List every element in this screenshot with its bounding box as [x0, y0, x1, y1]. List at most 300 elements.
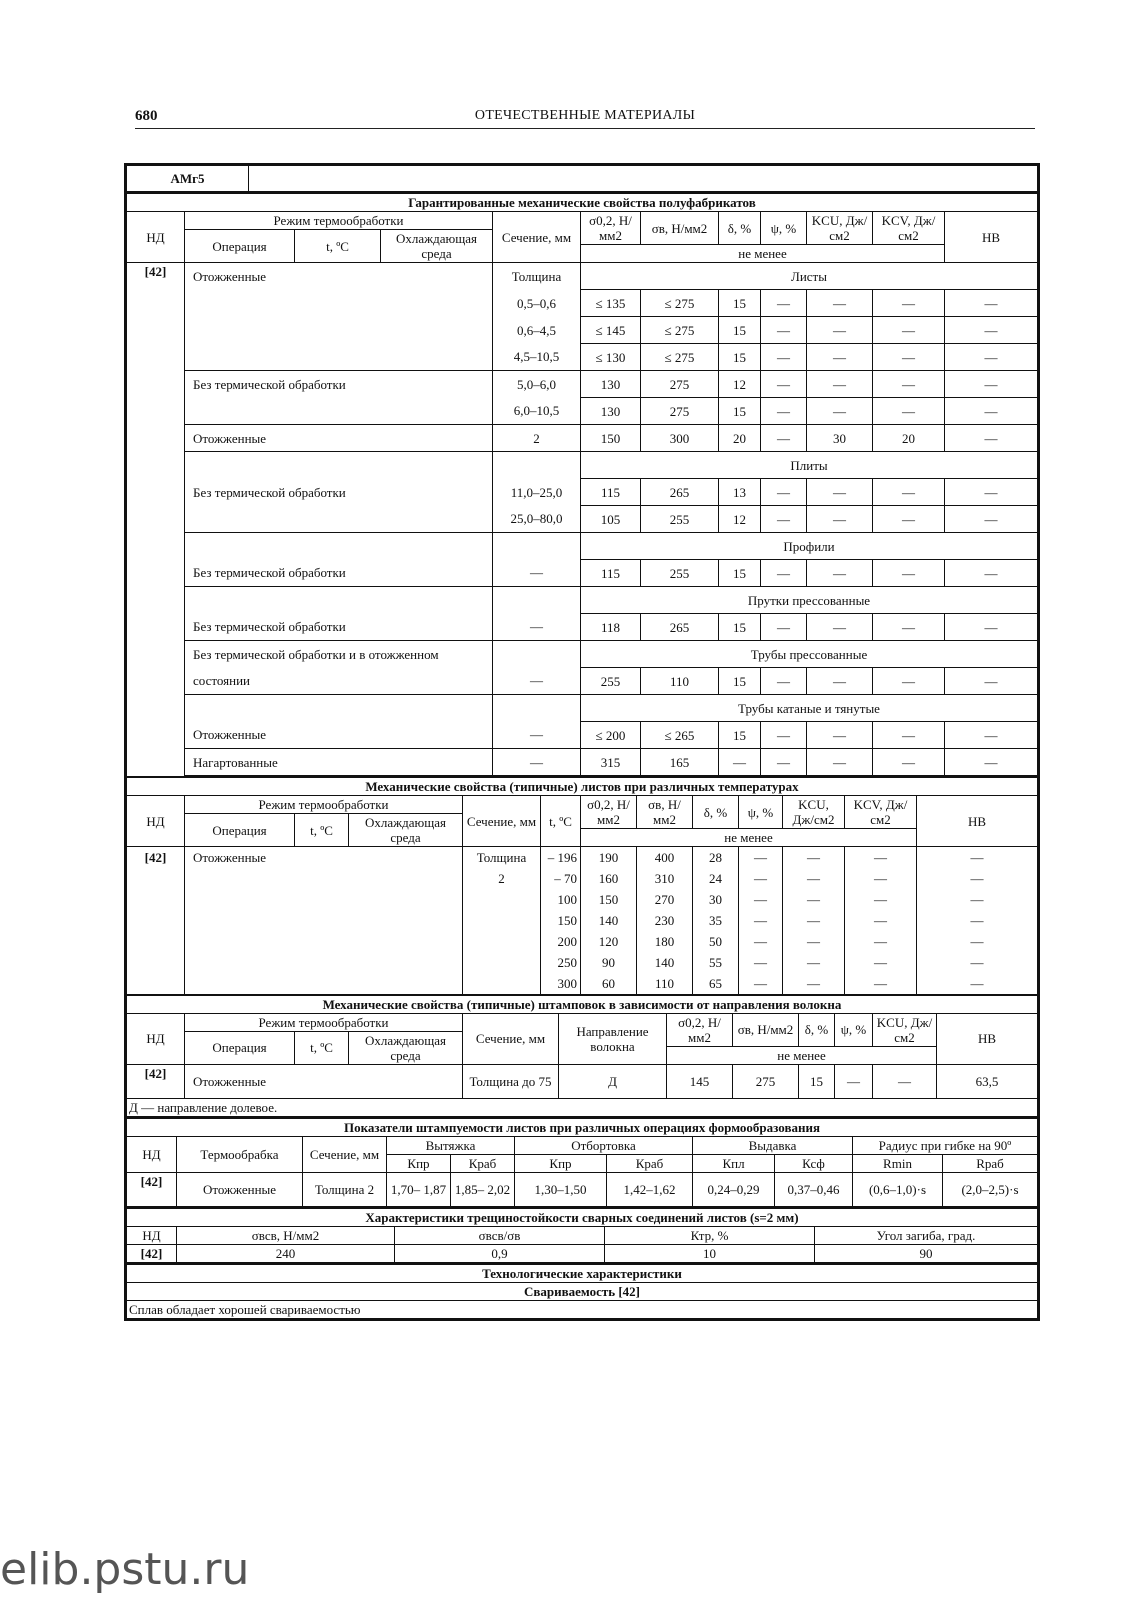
product-group: Прутки прессованные: [581, 587, 1038, 614]
operation: Нагартованные: [185, 749, 493, 776]
value: —: [845, 847, 917, 868]
section: [463, 889, 541, 910]
value: 15: [799, 1064, 835, 1098]
value: —: [739, 931, 783, 952]
operation: состоянии: [185, 668, 493, 695]
sub-header: Кпр: [387, 1154, 451, 1172]
temperature: 250: [541, 952, 581, 973]
section: [493, 533, 581, 560]
value: ≤ 200: [581, 722, 641, 749]
table-row: [127, 290, 1038, 317]
ref: [127, 371, 185, 398]
value: —: [945, 506, 1038, 533]
value: —: [873, 560, 945, 587]
value: ≤ 275: [641, 290, 719, 317]
value: 275: [641, 398, 719, 425]
value: —: [873, 317, 945, 344]
value: —: [873, 506, 945, 533]
section: [463, 952, 541, 973]
col-operation: Операция: [185, 230, 295, 263]
value: 63,5: [937, 1064, 1038, 1098]
col-operation: Операция: [185, 814, 295, 847]
table-row: [127, 263, 1038, 290]
operation: [185, 910, 463, 931]
value: —: [761, 749, 807, 776]
col-cooling: Охлаждающая среда: [349, 814, 463, 847]
value: —: [945, 722, 1038, 749]
heat-treatment: Отожженные: [177, 1172, 303, 1206]
sub-header: Rраб: [943, 1154, 1038, 1172]
value: 275: [733, 1064, 799, 1098]
value: —: [761, 722, 807, 749]
ref: [127, 587, 185, 614]
ref: [127, 317, 185, 344]
value: 310: [637, 868, 693, 889]
ref: [42]: [127, 847, 185, 868]
col-strength-ratio: σвсв/σв: [395, 1226, 605, 1244]
value: —: [917, 889, 1038, 910]
t2-title: Механические свойства (типичные) листов при различных температурах: [127, 777, 1038, 796]
value: 130: [581, 371, 641, 398]
section: Толщина: [493, 263, 581, 290]
value: —: [945, 344, 1038, 371]
col-mode: Режим термообработки: [185, 1013, 463, 1031]
value: —: [845, 973, 917, 994]
col-heat-treatment: Термообрабка: [177, 1136, 303, 1172]
t4-title: Показатели штампуемости листов при различных операциях формообразования: [127, 1118, 1038, 1137]
section: 0,5–0,6: [493, 290, 581, 317]
col-stretching: Выдавка: [693, 1136, 853, 1154]
value: —: [945, 479, 1038, 506]
t3-title: Механические свойства (типичные) штамповок в зависимости от направления волокна: [127, 995, 1038, 1014]
operation: [185, 506, 493, 533]
col-hb: HB: [917, 796, 1038, 847]
ref: [127, 910, 185, 931]
operation: Без термической обработки: [185, 479, 493, 506]
section: 2: [463, 868, 541, 889]
value: —: [917, 952, 1038, 973]
value: —: [873, 614, 945, 641]
value: —: [845, 868, 917, 889]
col-kcu: KCU, Дж/см2: [783, 796, 845, 829]
value: —: [761, 425, 807, 452]
value: —: [783, 952, 845, 973]
col-kcv: KCV, Дж/см2: [845, 796, 917, 829]
value: ≤ 275: [641, 317, 719, 344]
value: —: [917, 847, 1038, 868]
product-group: Профили: [581, 533, 1038, 560]
section: [463, 973, 541, 994]
value: —: [719, 749, 761, 776]
value: —: [761, 317, 807, 344]
col-kcu: KCU, Дж/см2: [873, 1013, 937, 1046]
col-nd: НД: [127, 796, 185, 847]
table-row: [127, 889, 1038, 910]
t1-title: Гарантированные механические свойства полуфабрикатов: [127, 193, 1038, 212]
value: —: [761, 344, 807, 371]
col-sv: σв, Н/мм2: [641, 212, 719, 245]
value: —: [873, 749, 945, 776]
value: ≤ 130: [581, 344, 641, 371]
stamping-properties-table: [126, 994, 1038, 1117]
value: —: [917, 973, 1038, 994]
value: —: [873, 371, 945, 398]
value: 275: [641, 371, 719, 398]
col-bend-radius: Радиус при гибке на 90º: [853, 1136, 1038, 1154]
col-nd: НД: [127, 1013, 185, 1064]
value: —: [783, 868, 845, 889]
value: 140: [637, 952, 693, 973]
operation: Отожженные: [185, 425, 493, 452]
col-bend-angle: Угол загиба, град.: [815, 1226, 1038, 1244]
table-row: [127, 425, 1038, 452]
value: 65: [693, 973, 739, 994]
col-temp: t, ºC: [295, 1031, 349, 1064]
temperature: 200: [541, 931, 581, 952]
ref: [127, 722, 185, 749]
section: Толщина: [463, 847, 541, 868]
value: —: [739, 952, 783, 973]
value: 1,30–1,50: [515, 1172, 607, 1206]
sub-header: Кпр: [515, 1154, 607, 1172]
running-header: [135, 106, 1035, 129]
value: 115: [581, 560, 641, 587]
table-row: [127, 344, 1038, 371]
value: 35: [693, 910, 739, 931]
col-nd: НД: [127, 1226, 177, 1244]
table-row: [127, 533, 1038, 560]
product-group: Трубы катаные и тянутые: [581, 695, 1038, 722]
sub-header: Краб: [607, 1154, 693, 1172]
ref: [127, 931, 185, 952]
table-row: [127, 587, 1038, 614]
ref: [127, 560, 185, 587]
value: 60: [581, 973, 637, 994]
section: [463, 910, 541, 931]
section: [493, 695, 581, 722]
temperature: 100: [541, 889, 581, 910]
product-group: Листы: [581, 263, 1038, 290]
operation: Без термической обработки: [185, 371, 493, 398]
table-row: [127, 668, 1038, 695]
table-row: [127, 722, 1038, 749]
operation: [185, 317, 493, 344]
value: —: [761, 479, 807, 506]
col-kcv: KCV, Дж/см2: [873, 212, 945, 245]
section: Толщина до 75: [463, 1064, 559, 1098]
value: —: [835, 1064, 873, 1098]
page-number: 680: [135, 108, 158, 124]
ref: [127, 749, 185, 776]
value: —: [739, 973, 783, 994]
operation: [185, 290, 493, 317]
value: 118: [581, 614, 641, 641]
value: —: [761, 668, 807, 695]
running-title: ОТЕЧЕСТВЕННЫЕ МАТЕРИАЛЫ: [474, 108, 696, 123]
ref: [127, 425, 185, 452]
col-nd: НД: [127, 212, 185, 263]
value: ≤ 145: [581, 317, 641, 344]
temperature-properties-table: [126, 776, 1038, 994]
value: 55: [693, 952, 739, 973]
value: —: [945, 560, 1038, 587]
value: —: [739, 889, 783, 910]
value: 15: [719, 398, 761, 425]
t5-title: Характеристики трещиностойкости сварных соединений листов (s=2 мм): [127, 1208, 1038, 1227]
value: 90: [815, 1244, 1038, 1262]
technological-table: [126, 1263, 1038, 1319]
col-psi: ψ, %: [835, 1013, 873, 1046]
value: —: [945, 398, 1038, 425]
col-weld-strength: σвсв, Н/мм2: [177, 1226, 395, 1244]
col-section: Сечение, мм: [303, 1136, 387, 1172]
ref: [127, 952, 185, 973]
value: —: [761, 614, 807, 641]
value: —: [739, 868, 783, 889]
ref: [42]: [127, 1172, 177, 1206]
ref: [127, 398, 185, 425]
operation: Без термической обработки и в отожженном: [185, 641, 493, 668]
alloy-name: АМг5: [127, 166, 249, 192]
table-row: [127, 641, 1038, 668]
col-hb: HB: [937, 1013, 1038, 1064]
ref: [42]: [127, 1244, 177, 1262]
operation: Отожженные: [185, 1064, 463, 1098]
col-cooling: Охлаждающая среда: [381, 230, 493, 263]
direction: Д: [559, 1064, 667, 1098]
value: 15: [719, 614, 761, 641]
value: —: [845, 931, 917, 952]
value: 265: [641, 614, 719, 641]
value: 315: [581, 749, 641, 776]
col-s02: σ0,2, Н/мм2: [581, 796, 637, 829]
value: 15: [719, 668, 761, 695]
value: —: [917, 910, 1038, 931]
value: 140: [581, 910, 637, 931]
temperature: – 70: [541, 868, 581, 889]
value: —: [807, 614, 873, 641]
col-direction: Направление волокна: [559, 1013, 667, 1064]
alloy-header: [126, 165, 1038, 192]
operation: [185, 344, 493, 371]
value: 1,42–1,62: [607, 1172, 693, 1206]
value: 165: [641, 749, 719, 776]
table-row: [127, 479, 1038, 506]
col-sv: σв, Н/мм2: [637, 796, 693, 829]
value: 270: [637, 889, 693, 910]
value: 15: [719, 344, 761, 371]
value: —: [945, 614, 1038, 641]
value: —: [807, 479, 873, 506]
value: 15: [719, 560, 761, 587]
product-group: Трубы прессованные: [581, 641, 1038, 668]
operation: Отожженные: [185, 847, 463, 868]
value: —: [761, 371, 807, 398]
value: 150: [581, 425, 641, 452]
alloy-datasheet: [124, 163, 1040, 1321]
crack-resistance-table: [126, 1207, 1038, 1263]
value: 10: [605, 1244, 815, 1262]
value: —: [761, 560, 807, 587]
value: —: [807, 290, 873, 317]
value: —: [873, 479, 945, 506]
operation: [185, 695, 493, 722]
value: 400: [637, 847, 693, 868]
value: ≤ 265: [641, 722, 719, 749]
value: (0,6–1,0)·s: [853, 1172, 943, 1206]
col-temp: t, ºC: [295, 230, 381, 263]
col-delta: δ, %: [799, 1013, 835, 1046]
table-row: [127, 695, 1038, 722]
table-row: [127, 614, 1038, 641]
value: 0,24–0,29: [693, 1172, 775, 1206]
value: 265: [641, 479, 719, 506]
value: —: [739, 847, 783, 868]
value: —: [807, 317, 873, 344]
sub-header: Ксф: [775, 1154, 853, 1172]
guaranteed-properties-table: [126, 192, 1038, 776]
value: 105: [581, 506, 641, 533]
table-row: [127, 398, 1038, 425]
value: 15: [719, 317, 761, 344]
section: [493, 587, 581, 614]
ref: [127, 614, 185, 641]
value: 150: [581, 889, 637, 910]
value: 20: [719, 425, 761, 452]
value: 28: [693, 847, 739, 868]
operation: Без термической обработки: [185, 614, 493, 641]
col-operation: Операция: [185, 1031, 295, 1064]
ref: [42]: [127, 1064, 185, 1098]
value: 30: [807, 425, 873, 452]
col-delta: δ, %: [719, 212, 761, 245]
value: —: [761, 398, 807, 425]
value: —: [873, 290, 945, 317]
col-nd: НД: [127, 1136, 177, 1172]
section: [493, 641, 581, 668]
value: —: [807, 668, 873, 695]
value: 255: [641, 560, 719, 587]
col-ktr: Ктр, %: [605, 1226, 815, 1244]
value: —: [845, 910, 917, 931]
col-cooling: Охлаждающая среда: [349, 1031, 463, 1064]
value: —: [917, 868, 1038, 889]
temperature: – 196: [541, 847, 581, 868]
not-less-than: не менее: [581, 829, 917, 847]
value: ≤ 275: [641, 344, 719, 371]
ref: [127, 668, 185, 695]
ref: [127, 889, 185, 910]
col-section: Сечение, мм: [463, 796, 541, 847]
section: 6,0–10,5: [493, 398, 581, 425]
table-row: [127, 560, 1038, 587]
value: 230: [637, 910, 693, 931]
col-delta: δ, %: [693, 796, 739, 829]
section: [493, 452, 581, 479]
ref: [127, 641, 185, 668]
section: 11,0–25,0: [493, 479, 581, 506]
value: 160: [581, 868, 637, 889]
col-temp: t, ºC: [541, 796, 581, 847]
table-row: [127, 506, 1038, 533]
section: —: [493, 749, 581, 776]
ref: [127, 868, 185, 889]
value: 300: [641, 425, 719, 452]
col-drawing: Вытяжка: [387, 1136, 515, 1154]
value: 255: [581, 668, 641, 695]
table-row: [127, 317, 1038, 344]
table-row: [127, 371, 1038, 398]
section: —: [493, 668, 581, 695]
weldability-text: Сплав обладает хорошей свариваемостью: [127, 1300, 1038, 1318]
value: 0,9: [395, 1244, 605, 1262]
value: —: [873, 668, 945, 695]
col-s02: σ0,2, Н/мм2: [581, 212, 641, 245]
operation: Без термической обработки: [185, 560, 493, 587]
operation: Отожженные: [185, 722, 493, 749]
value: —: [783, 889, 845, 910]
operation: [185, 398, 493, 425]
value: 20: [873, 425, 945, 452]
value: (2,0–2,5)·s: [943, 1172, 1038, 1206]
section: —: [493, 722, 581, 749]
value: 115: [581, 479, 641, 506]
value: 240: [177, 1244, 395, 1262]
value: 1,85– 2,02: [451, 1172, 515, 1206]
value: 50: [693, 931, 739, 952]
ref: [127, 452, 185, 479]
watermark: elib.pstu.ru: [0, 1544, 250, 1595]
value: —: [945, 371, 1038, 398]
value: —: [945, 290, 1038, 317]
col-flanging: Отбортовка: [515, 1136, 693, 1154]
col-section: Сечение, мм: [493, 212, 581, 263]
section: 2: [493, 425, 581, 452]
section: 25,0–80,0: [493, 506, 581, 533]
value: —: [739, 910, 783, 931]
section: 5,0–6,0: [493, 371, 581, 398]
col-kcu: KCU, Дж/см2: [807, 212, 873, 245]
value: 12: [719, 371, 761, 398]
value: 30: [693, 889, 739, 910]
section: —: [493, 614, 581, 641]
product-group: Плиты: [581, 452, 1038, 479]
value: —: [783, 847, 845, 868]
table-row: [127, 973, 1038, 994]
footnote: Д — направление долевое.: [127, 1098, 1038, 1116]
value: —: [917, 931, 1038, 952]
value: —: [873, 344, 945, 371]
value: —: [845, 889, 917, 910]
sub-header: Rmin: [853, 1154, 943, 1172]
table-row: [127, 952, 1038, 973]
table-row: [127, 452, 1038, 479]
table-row: [127, 868, 1038, 889]
operation: [185, 973, 463, 994]
value: —: [845, 952, 917, 973]
value: —: [945, 668, 1038, 695]
value: —: [873, 1064, 937, 1098]
value: 145: [667, 1064, 733, 1098]
ref: [127, 290, 185, 317]
value: —: [783, 910, 845, 931]
sub-header: Кпл: [693, 1154, 775, 1172]
operation: [185, 931, 463, 952]
operation: [185, 889, 463, 910]
value: 255: [641, 506, 719, 533]
operation: [185, 587, 493, 614]
table-row: [127, 931, 1038, 952]
